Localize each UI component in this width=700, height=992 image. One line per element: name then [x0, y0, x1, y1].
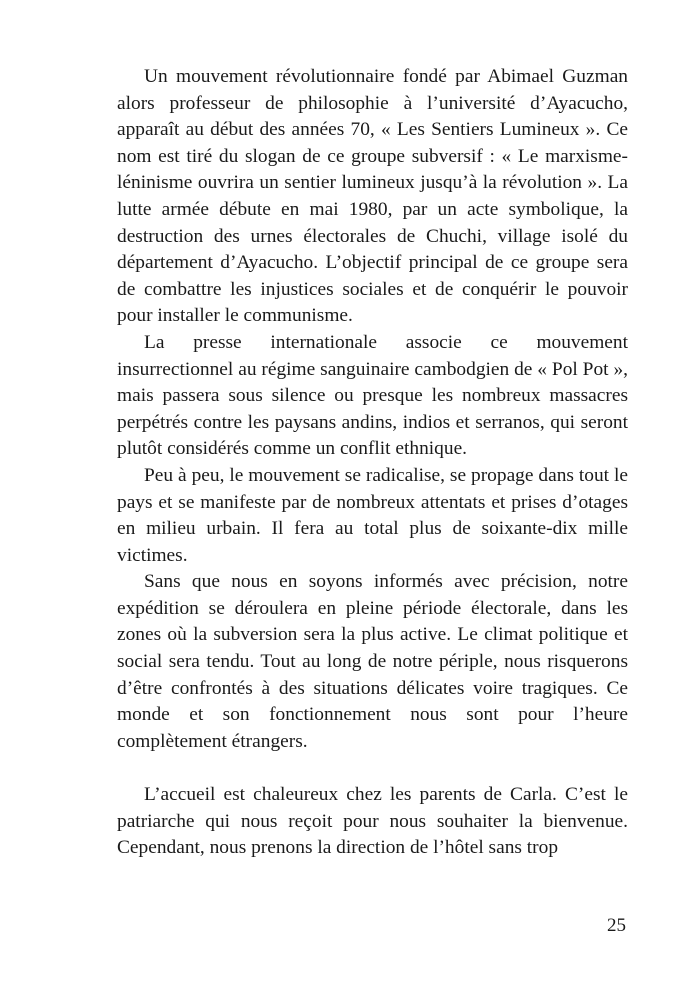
paragraph-radicalisation: Peu à peu, le mouvement se radicalise, se propage dans tout le pays et se manifeste par de nombreux attentats et prises d’otages en milieu urbain. Il fera au total plus de soixante-dix mille victimes.	[117, 464, 628, 566]
paragraph-sentier-lumineux-origin: Un mouvement révolutionnaire fondé par Abimael Guzman alors professeur de philosophie à l’université d’Ayacucho, apparaît au début des années 70, « Les Sentiers Lumineux ». Ce nom est tiré du slogan de ce groupe subversif : « Le marxisme-léninisme ouvrira un sentier lumineux jusqu’à la révolution ». La lutte armée débute en mai 1980, par un acte symbolique, la destruction des urnes électorales de Chuchi, village isolé du département d’Ayacucho. L’objectif principal de ce groupe sera de combattre les injustices sociales et de conquérir le pouvoir pour installer le communisme.	[117, 66, 628, 327]
paragraph-expedition-context: Sans que nous en soyons informés avec précision, notre expédition se déroulera en pleine période électorale, dans les zones où la subversion sera la plus active. Le climat politique et social sera tendu. Tout au long de notre périple, nous risquerons d’être confrontés à des situations délicates voire tragiques. Ce monde et son fonctionnement nous sont pour l’heure complètement étrangers.	[117, 571, 628, 752]
paragraph-welcome: L’accueil est chaleureux chez les parents de Carla. C’est le patriarche qui nous reçoit pour nous souhaiter la bienvenue. Cependant, nous prenons la direction de l’hôtel sans trop	[117, 784, 628, 859]
page-body	[117, 64, 628, 862]
page-number: 25	[607, 915, 626, 936]
paragraph-press-coverage: La presse internationale associe ce mouvement insurrectionnel au régime sanguinaire cambodgien de « Pol Pot », mais passera sous silence ou presque les nombreux massacres perpétrés contre les paysans andins, indios et serranos, qui seront plutôt considérés comme un conflit ethnique.	[117, 331, 628, 460]
